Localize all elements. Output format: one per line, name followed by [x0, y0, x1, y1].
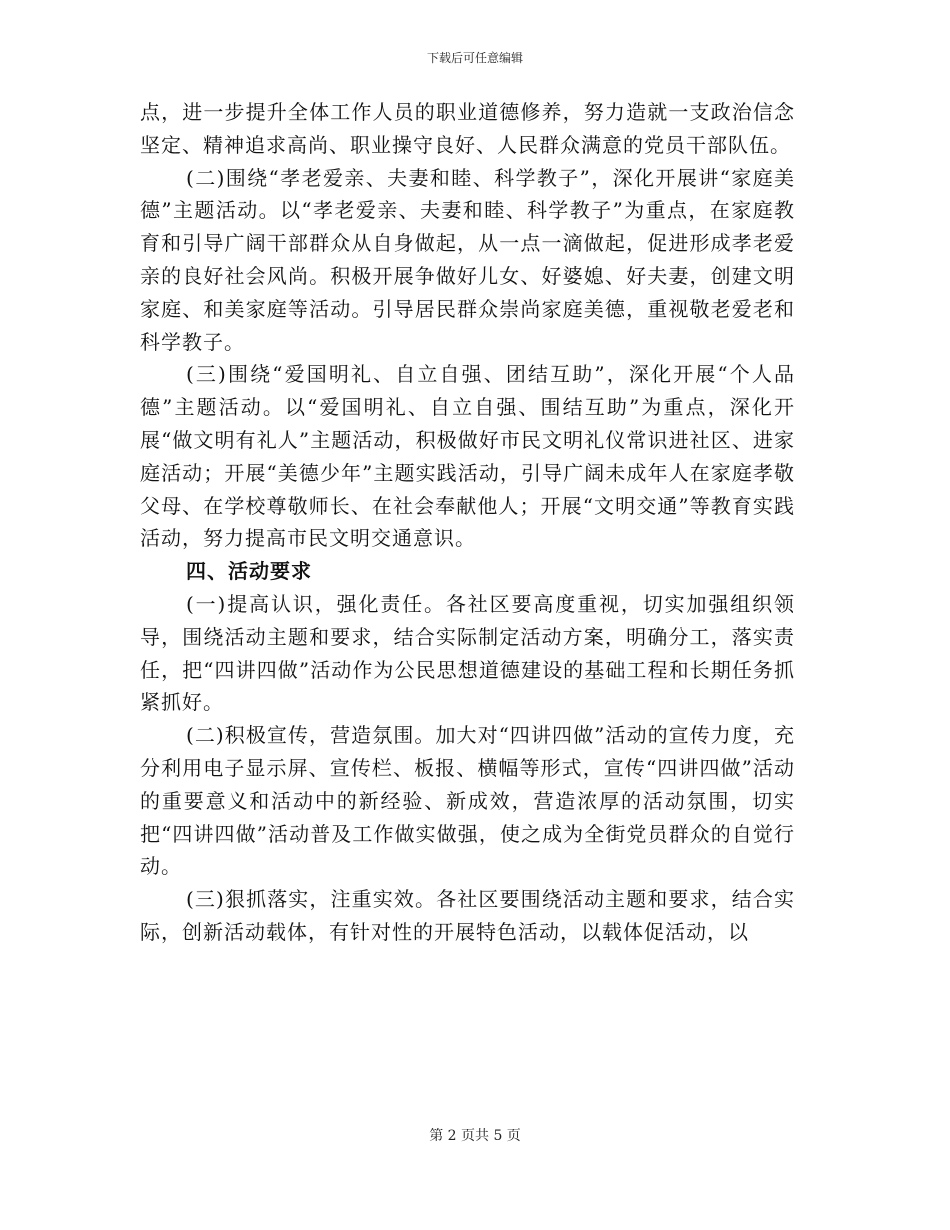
page-number: 第 2 页共 5 页 — [429, 1128, 521, 1144]
paragraph-personal-virtue: (三)围绕“爱国明礼、自立自强、团结互助”，深化开展“个人品德”主题活动。以“爱国明礼、自立自强、围结互助”为重点，深化开展“做文明有礼人”主题活动，积极做好市民文明礼仪常识进社区、进家庭活动；开展“美德少年”主题实践活动，引导广阔未成年人在家庭孝敬父母、在学校尊敬师长、在社会奉献他人；开展“文明交通”等教育实践活动，努力提高市民文明交通意识。 — [140, 362, 795, 551]
paragraph-implementation: (三)狠抓落实，注重实效。各社区要围绕活动主题和要求，结合实际，创新活动载体，有针对性的开展特色活动，以载体促活动，以 — [140, 887, 795, 944]
section-heading-requirements: 四、活动要求 — [186, 559, 312, 584]
paragraph-family-virtue: (二)围绕“孝老爱亲、夫妻和睦、科学教子”，深化开展讲“家庭美德”主题活动。以“孝老爱亲、夫妻和睦、科学教子”为重点，在家庭教育和引导广阔干部群众从自身做起，从一点一滴做起，促进形成孝老爱亲的良好社会风尚。积极开展争做好儿女、好婆媳、好夫妻，创建文明家庭、和美家庭等活动。引导居民群众崇尚家庭美德，重视敬老爱老和科学教子。 — [140, 165, 795, 354]
paragraph-raise-awareness: (一)提高认识，强化责任。各社区要高度重视，切实加强组织领导，围绕活动主题和要求，结合实际制定活动方案，明确分工，落实责任，把“四讲四做”活动作为公民思想道德建设的基础工程和长期任务抓紧抓好。 — [140, 591, 795, 715]
paragraph-publicity: (二)积极宣传，营造氛围。加大对“四讲四做”活动的宣传力度，充分利用电子显示屏、宣传栏、板报、横幅等形式，宣传“四讲四做”活动的重要意义和活动中的新经验、新成效，营造浓厚的活动氛围，切实把“四讲四做”活动普及工作做实做强，使之成为全街党员群众的自觉行动。 — [140, 723, 795, 879]
document-body — [140, 96, 795, 949]
paragraph-continued: 点，进一步提升全体工作人员的职业道德修养，努力造就一支政治信念坚定、精神追求高尚、职业操守良好、人民群众满意的党员干部队伍。 — [140, 100, 795, 157]
page-header-note: 下载后可任意编辑 — [426, 51, 523, 65]
